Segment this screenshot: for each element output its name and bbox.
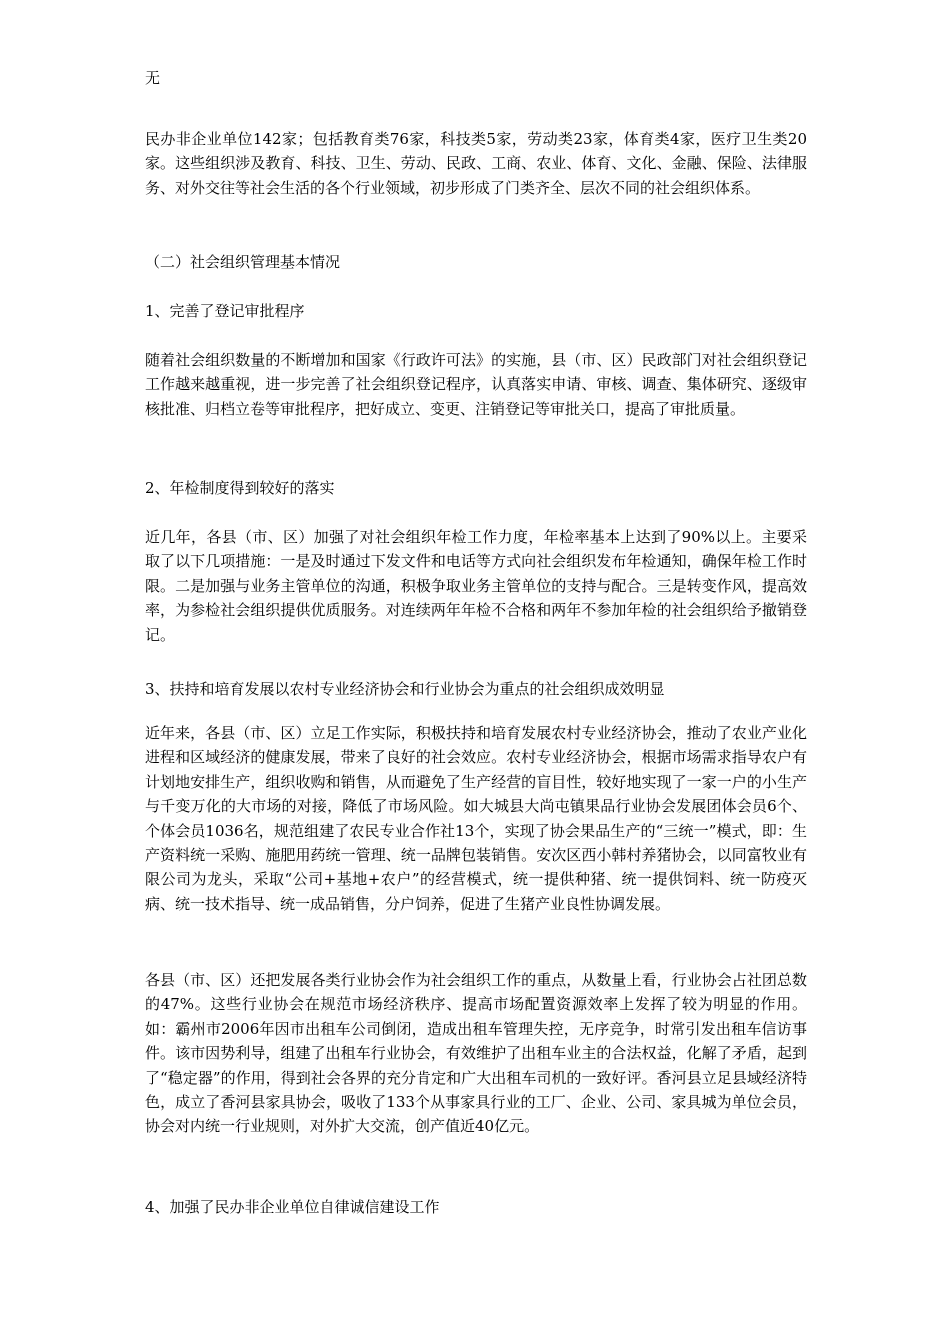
- subheading-self-discipline: 4、加强了民办非企业单位自律诚信建设工作: [145, 1198, 440, 1216]
- paragraph-industry-associations: 各县（市、区）还把发展各类行业协会作为社会组织工作的重点，从数量上看，行业协会占社团总数的47%。这些行业协会在规范市场经济秩序、提高市场配置资源效率上发挥了较为明显的作用。如：霸州市2006年因市出租车公司倒闭，造成出租车管理失控，无序竞争，时常引发出租车信访事件。该市因势利导，组建了出租车行业协会，有效维护了出租车业主的合法权益，化解了矛盾，起到了“稳定器”的作用，得到社会各界的充分肯定和广大出租车司机的一致好评。香河县立足县域经济特色，成立了香河县家具协会，吸收了133个从事家具行业的工厂、企业、公司、家具城为单位会员，协会对内统一行业规则，对外扩大交流，创产值近40亿元。: [145, 971, 807, 1136]
- top-word: 无: [145, 69, 161, 87]
- paragraph-annual-inspection: 近几年，各县（市、区）加强了对社会组织年检工作力度，年检率基本上达到了90%以上。主要采取了以下几项措施：一是及时通过下发文件和电话等方式向社会组织发布年检通知，确保年检工作时限。二是加强与业务主管单位的沟通，积极争取业务主管单位的支持与配合。三是转变作风，提高效率，为参检社会组织提供优质服务。对连续两年年检不合格和两年不参加年检的社会组织给予撤销登记。: [145, 528, 807, 644]
- subheading-annual-inspection: 2、年检制度得到较好的落实: [145, 479, 335, 497]
- section-heading-management: （二）社会组织管理基本情况: [145, 253, 341, 271]
- paragraph-registration: 随着社会组织数量的不断增加和国家《行政许可法》的实施，县（市、区）民政部门对社会组织登记工作越来越重视，进一步完善了社会组织登记程序，认真落实申请、审核、调查、集体研究、逐级审核批准、归档立卷等审批程序，把好成立、变更、注销登记等审批关口，提高了审批质量。: [145, 351, 807, 418]
- paragraph-rural-associations: 近年来，各县（市、区）立足工作实际，积极扶持和培育发展农村专业经济协会，推动了农业产业化进程和区域经济的健康发展，带来了良好的社会效应。农村专业经济协会，根据市场需求指导农户有计划地安排生产，组织收购和销售，从而避免了生产经营的盲目性，较好地实现了一家一户的小生产与千变万化的大市场的对接，降低了市场风险。如大城县大尚屯镇果品行业协会发展团体会员6个、个体会员1036名，规范组建了农民专业合作社13个，实现了协会果品生产的“三统一”模式，即：生产资料统一采购、施肥用药统一管理、统一品牌包装销售。安次区西小韩村养猪协会，以同富牧业有限公司为龙头，采取“公司+基地+农户”的经营模式，统一提供种猪、统一提供饲料、统一防疫灭病、统一技术指导、统一成品销售，分户饲养，促进了生猪产业良性协调发展。: [145, 724, 807, 913]
- subheading-support-associations: 3、扶持和培育发展以农村专业经济协会和行业协会为重点的社会组织成效明显: [145, 680, 665, 698]
- paragraph-social-organizations-summary: 民办非企业单位142家；包括教育类76家，科技类5家，劳动类23家，体育类4家，医疗卫生类20家。这些组织涉及教育、科技、卫生、劳动、民政、工商、农业、体育、文化、金融、保险、法律服务、对外交往等社会生活的各个行业领域，初步形成了门类齐全、层次不同的社会组织体系。: [145, 130, 807, 197]
- subheading-registration: 1、完善了登记审批程序: [145, 302, 305, 320]
